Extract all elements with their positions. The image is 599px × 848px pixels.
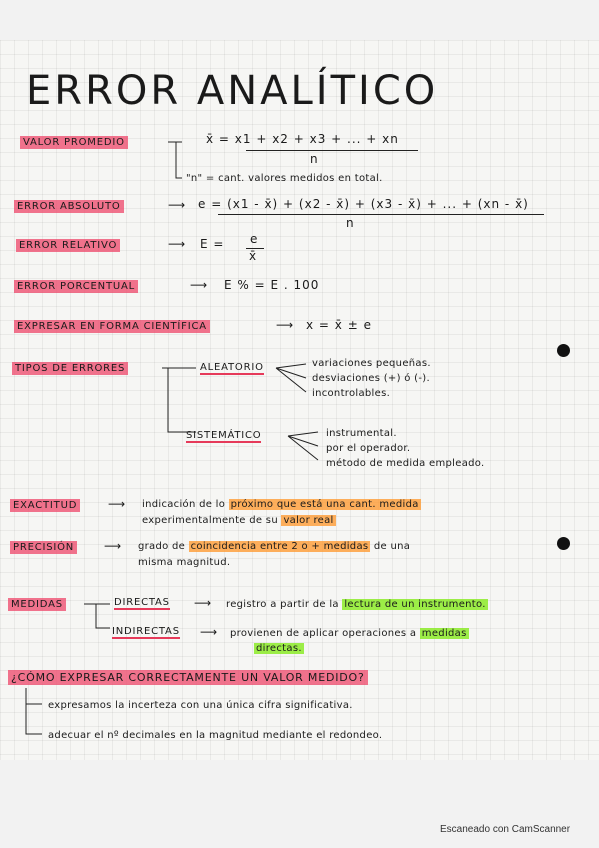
- arrow-icon: ⟶: [104, 539, 122, 553]
- aleatorio-item: incontrolables.: [312, 388, 391, 399]
- precision-line2: misma magnitud.: [138, 557, 231, 568]
- bracket-connector: [84, 598, 114, 634]
- como-expresar-label: ¿CÓMO EXPRESAR CORRECTAMENTE UN VALOR MEDIDO?: [8, 670, 368, 685]
- sistematico-label: SISTEMÁTICO: [186, 430, 262, 441]
- indirectas-line2: [254, 643, 304, 654]
- exactitud-line1: [142, 499, 421, 510]
- arrow-icon: ⟶: [168, 198, 186, 212]
- forma-cientifica-formula: x = x̄ ± e: [306, 318, 372, 332]
- error-relativo-numerator: e: [250, 232, 259, 246]
- exactitud-label: EXACTITUD: [10, 499, 80, 512]
- binder-hole: [557, 344, 570, 357]
- scanner-watermark: Escaneado con CamScanner: [440, 824, 571, 835]
- fraction-bar: [218, 214, 544, 215]
- aleatorio-item: desviaciones (+) ó (-).: [312, 373, 430, 384]
- arrow-icon: ⟶: [168, 237, 186, 251]
- aleatorio-item: variaciones pequeñas.: [312, 358, 431, 369]
- medidas-label: MEDIDAS: [8, 598, 66, 611]
- exactitud-text: indicación de lo: [142, 499, 226, 510]
- precision-highlight: coincidencia entre 2 o + medidas: [190, 541, 369, 552]
- sistematico-item: por el operador.: [326, 443, 411, 454]
- como-item: expresamos la incerteza con una única cifra significativa.: [48, 700, 353, 711]
- arrow-icon: ⟶: [194, 596, 212, 610]
- aleatorio-label: ALEATORIO: [200, 362, 264, 373]
- error-porcentual-label: ERROR PORCENTUAL: [14, 280, 138, 293]
- branch-arrows: [276, 362, 310, 398]
- valor-promedio-denominator: n: [310, 152, 319, 166]
- forma-cientifica-label: EXPRESAR EN FORMA CIENTÍFICA: [14, 320, 210, 333]
- binder-hole: [557, 537, 570, 550]
- arrow-icon: ⟶: [190, 278, 208, 292]
- directas-text: [226, 599, 488, 610]
- exactitud-highlight: próximo que está una cant. medida: [230, 499, 419, 510]
- error-porcentual-formula: E % = E . 100: [224, 278, 320, 292]
- directas-desc: registro a partir de la: [226, 599, 339, 610]
- fraction-bar: [246, 150, 418, 151]
- indirectas-highlight: medidas: [421, 628, 467, 639]
- bracket-connector: [160, 360, 200, 440]
- valor-promedio-note: "n" = cant. valores medidos en total.: [186, 173, 383, 184]
- page-title: ERROR ANALÍTICO: [26, 68, 439, 114]
- precision-label: PRECISIÓN: [10, 541, 77, 554]
- error-absoluto-label: ERROR ABSOLUTO: [14, 200, 124, 213]
- indirectas-text: [230, 628, 469, 639]
- tipos-errores-label: TIPOS DE ERRORES: [12, 362, 128, 375]
- error-absoluto-formula: e = (x1 - x̄) + (x2 - x̄) + (x3 - x̄) + ... + (xn - x̄): [198, 197, 529, 211]
- sistematico-item: instrumental.: [326, 428, 397, 439]
- precision-line1: [138, 541, 410, 552]
- valor-promedio-formula: x̄ = x1 + x2 + x3 + ... + xn: [206, 132, 399, 146]
- exactitud-line2: [142, 515, 336, 526]
- arrow-icon: ⟶: [108, 497, 126, 511]
- valor-promedio-label: VALOR PROMEDIO: [20, 136, 128, 149]
- directas-highlight: lectura de un instrumento.: [344, 599, 486, 610]
- exactitud-highlight: valor real: [283, 515, 334, 526]
- error-relativo-label: ERROR RELATIVO: [16, 239, 120, 252]
- error-relativo-formula: E =: [200, 237, 225, 251]
- error-relativo-denominator: x̄: [249, 249, 258, 263]
- indirectas-label: INDIRECTAS: [112, 626, 180, 637]
- arrow-icon: ⟶: [276, 318, 294, 332]
- precision-text: grado de: [138, 541, 186, 552]
- indirectas-highlight: directas.: [256, 643, 302, 654]
- directas-label: DIRECTAS: [114, 597, 170, 608]
- exactitud-text: experimentalmente de su: [142, 515, 278, 526]
- arrow-icon: ⟶: [200, 625, 218, 639]
- precision-text: de una: [373, 541, 411, 552]
- branch-arrows: [288, 430, 322, 466]
- como-item: adecuar el nº decimales en la magnitud mediante el redondeo.: [48, 730, 383, 741]
- indirectas-desc: provienen de aplicar operaciones a: [230, 628, 417, 639]
- error-absoluto-denominator: n: [346, 216, 355, 230]
- sistematico-item: método de medida empleado.: [326, 458, 485, 469]
